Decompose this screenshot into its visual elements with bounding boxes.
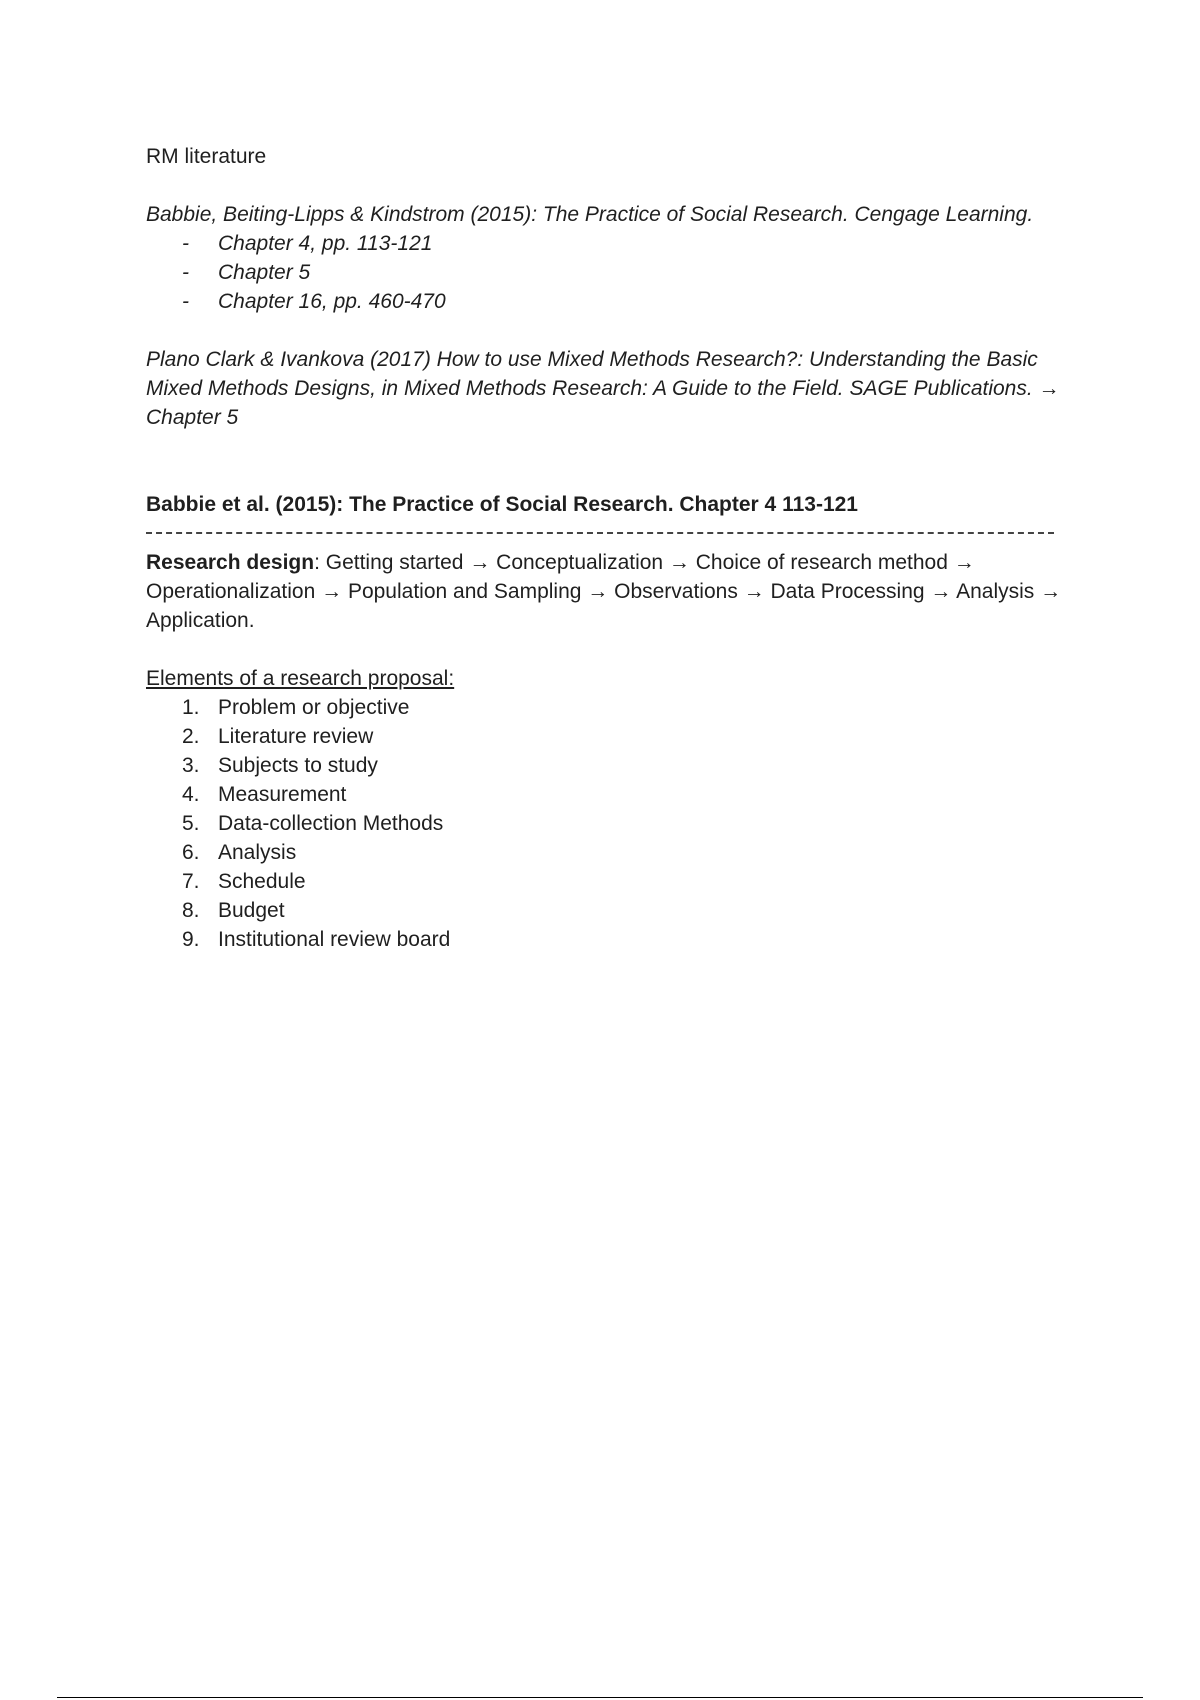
list-number: 4. (182, 783, 200, 806)
list-item-text: Literature review (218, 725, 374, 748)
list-item (146, 751, 1076, 780)
list-marker: - (182, 232, 189, 255)
list-item-text: Analysis (218, 841, 297, 864)
list-item (146, 838, 1076, 867)
list-item-text: Schedule (218, 870, 306, 893)
chapter-text: Chapter 5 (218, 261, 311, 284)
research-design-paragraph (146, 548, 1076, 635)
list-item-text: Institutional review board (218, 928, 451, 951)
document-page (146, 142, 1076, 954)
list-number: 8. (182, 899, 200, 922)
list-item-text: Measurement (218, 783, 347, 806)
chapter-text: Chapter 4, pp. 113-121 (218, 232, 433, 255)
research-design-label: Research design (146, 551, 315, 574)
spacer (146, 171, 1076, 200)
list-item (146, 809, 1076, 838)
list-number: 5. (182, 812, 200, 835)
page-bottom-rule (57, 1697, 1143, 1698)
reference-babbie-chapter-list (146, 229, 1076, 316)
list-item-text: Data-collection Methods (218, 812, 444, 835)
document-title: RM literature (146, 145, 267, 168)
list-item-text: Budget (218, 899, 285, 922)
spacer (146, 635, 1076, 664)
list-item (146, 925, 1076, 954)
research-design-text: : Getting started → Conceptualization → Choice of research method → Operationalization → Population and Sampling → Observations → Data Processing → Analysis → Application. (146, 551, 1062, 632)
list-item (146, 287, 1076, 316)
spacer (146, 316, 1076, 345)
section-heading: Babbie et al. (2015): The Practice of Social Research. Chapter 4 113-121 (146, 493, 858, 516)
list-item-text: Subjects to study (218, 754, 378, 777)
list-number: 7. (182, 870, 200, 893)
list-item-text: Problem or objective (218, 696, 410, 719)
list-item (146, 780, 1076, 809)
list-marker: - (182, 261, 189, 284)
list-number: 9. (182, 928, 200, 951)
list-number: 1. (182, 696, 200, 719)
list-item (146, 867, 1076, 896)
spacer (146, 432, 1076, 490)
list-marker: - (182, 290, 189, 313)
proposal-heading: Elements of a research proposal: (146, 667, 455, 690)
list-number: 3. (182, 754, 200, 777)
list-item (146, 229, 1076, 258)
list-item (146, 722, 1076, 751)
list-number: 6. (182, 841, 200, 864)
proposal-elements-list (146, 693, 1076, 954)
list-item (146, 258, 1076, 287)
list-number: 2. (182, 725, 200, 748)
chapter-text: Chapter 16, pp. 460-470 (218, 290, 446, 313)
list-item (146, 896, 1076, 925)
reference-babbie-citation: Babbie, Beiting-Lipps & Kindstrom (2015): The Practice of Social Research. Cengage Learning. (146, 203, 1034, 226)
dashed-divider (146, 519, 1076, 548)
list-item (146, 693, 1076, 722)
reference-plano-clark-citation: Plano Clark & Ivankova (2017) How to use Mixed Methods Research?: Understanding the Basic Mixed Methods Designs, in Mixed Methods Research: A Guide to the Field. SAGE Publications. → Chapter 5 (146, 348, 1060, 429)
